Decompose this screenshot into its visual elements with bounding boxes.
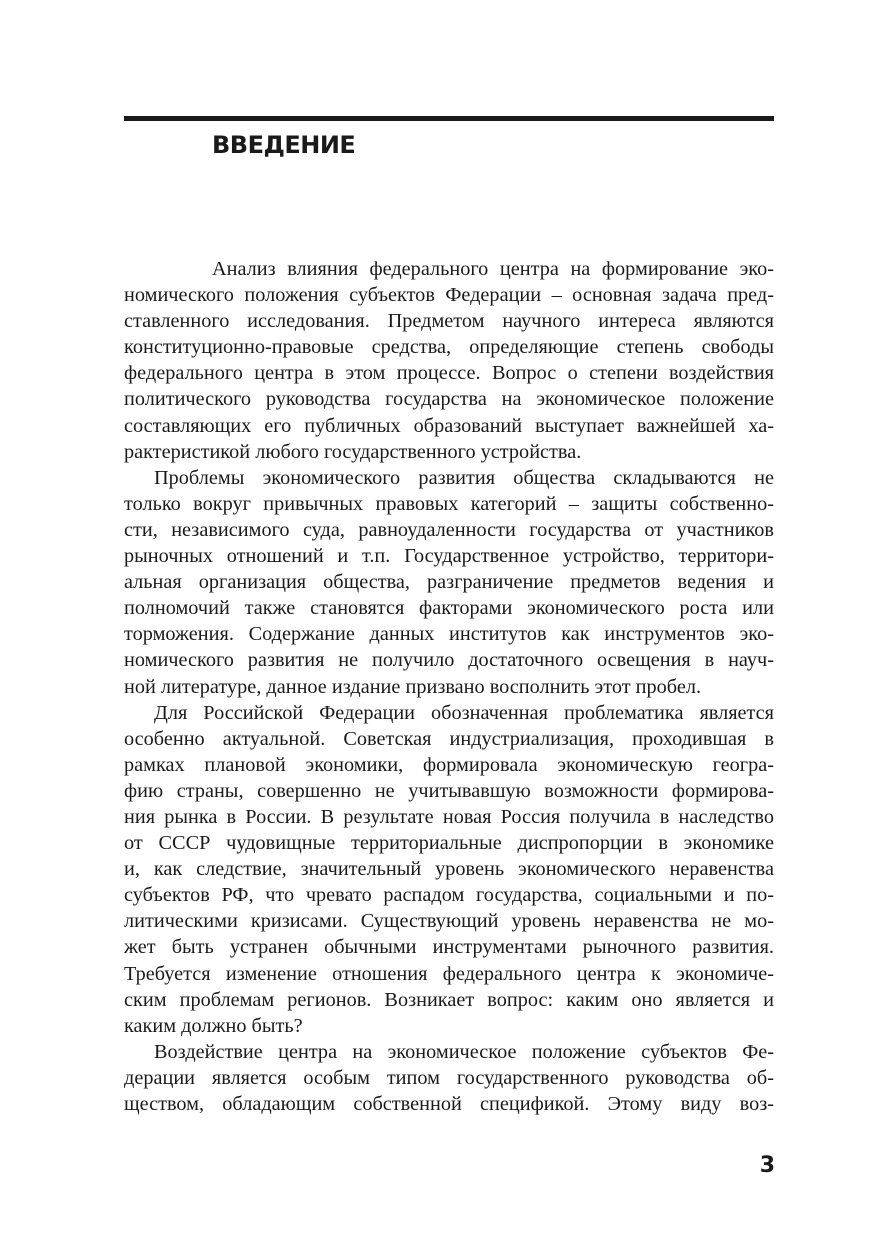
text-line: рамках плановой экономики, формировала экономическую геогра-	[124, 753, 774, 776]
text-line: рактеристикой любого государственного устройства.	[124, 440, 582, 463]
text-line: субъектов РФ, что чревато распадом государства, социальными и по-	[124, 884, 774, 907]
text-line: каким должно быть?	[124, 1014, 303, 1037]
body-text	[124, 256, 774, 1117]
text-line: конституционно-правовые средства, определяющие степень свободы	[124, 336, 774, 359]
text-line: Проблемы экономического развития общества складываются не	[154, 466, 774, 489]
text-line: ставленного исследования. Предметом научного интереса являются	[124, 310, 774, 333]
text-line: фию страны, совершенно не учитывавшую возможности формирова-	[124, 779, 774, 802]
chapter-heading: ВВЕДЕНИЕ	[212, 131, 356, 159]
text-line: Воздействие центра на экономическое положение субъектов Фе-	[154, 1040, 774, 1063]
text-line: сти, независимого суда, равноудаленности государства от участников	[124, 518, 774, 541]
text-line: Требуется изменение отношения федерального центра к экономиче-	[124, 962, 774, 985]
text-line: номического положения субъектов Федерации – основная задача пред-	[124, 284, 774, 307]
text-line: ским проблемам регионов. Возникает вопрос: каким оно является и	[124, 988, 774, 1011]
text-line: и, как следствие, значительный уровень экономического неравенства	[124, 858, 774, 881]
paragraph-2	[124, 465, 774, 700]
page-number: 3	[759, 1153, 775, 1178]
text-line: литическими кризисами. Существующий уровень неравенства не мо-	[124, 910, 774, 933]
text-line: ния рынка в России. В результате новая Россия получила в наследство	[124, 805, 774, 828]
text-line: рыночных отношений и т.п. Государственное устройство, территори-	[124, 545, 774, 568]
text-line: составляющих его публичных образований выступает важнейшей ха-	[124, 414, 774, 437]
text-line: особенно актуальной. Советская индустриализация, проходившая в	[124, 727, 774, 750]
top-rule	[124, 116, 774, 121]
text-line: полномочий также становятся факторами экономического роста или	[124, 597, 774, 620]
text-line: номического развития не получило достаточного освещения в науч-	[124, 649, 774, 672]
paragraph-4	[124, 1039, 774, 1117]
paragraph-1	[124, 256, 774, 465]
text-line: от СССР чудовищные территориальные диспропорции в экономике	[124, 832, 774, 855]
text-line: политического руководства государства на экономическое положение	[124, 388, 774, 411]
text-line: дерации является особым типом государственного руководства об-	[124, 1066, 774, 1089]
text-line: Анализ влияния федерального центра на формирование эко-	[212, 258, 774, 280]
text-line: жет быть устранен обычными инструментами рыночного развития.	[124, 936, 774, 959]
text-line: федерального центра в этом процессе. Вопрос о степени воздействия	[124, 362, 774, 385]
text-line: ной литературе, данное издание призвано восполнить этот пробел.	[124, 675, 702, 698]
text-line: торможения. Содержание данных институтов как инструментов эко-	[124, 623, 774, 646]
text-line: альная организация общества, разграничение предметов ведения и	[124, 571, 774, 594]
text-line: Для Российской Федерации обозначенная проблематика является	[154, 701, 774, 724]
text-line: ществом, обладающим собственной спецификой. Этому виду воз-	[124, 1093, 774, 1115]
paragraph-3	[124, 700, 774, 1039]
text-line: только вокруг привычных правовых категорий – защиты собственно-	[124, 492, 774, 515]
